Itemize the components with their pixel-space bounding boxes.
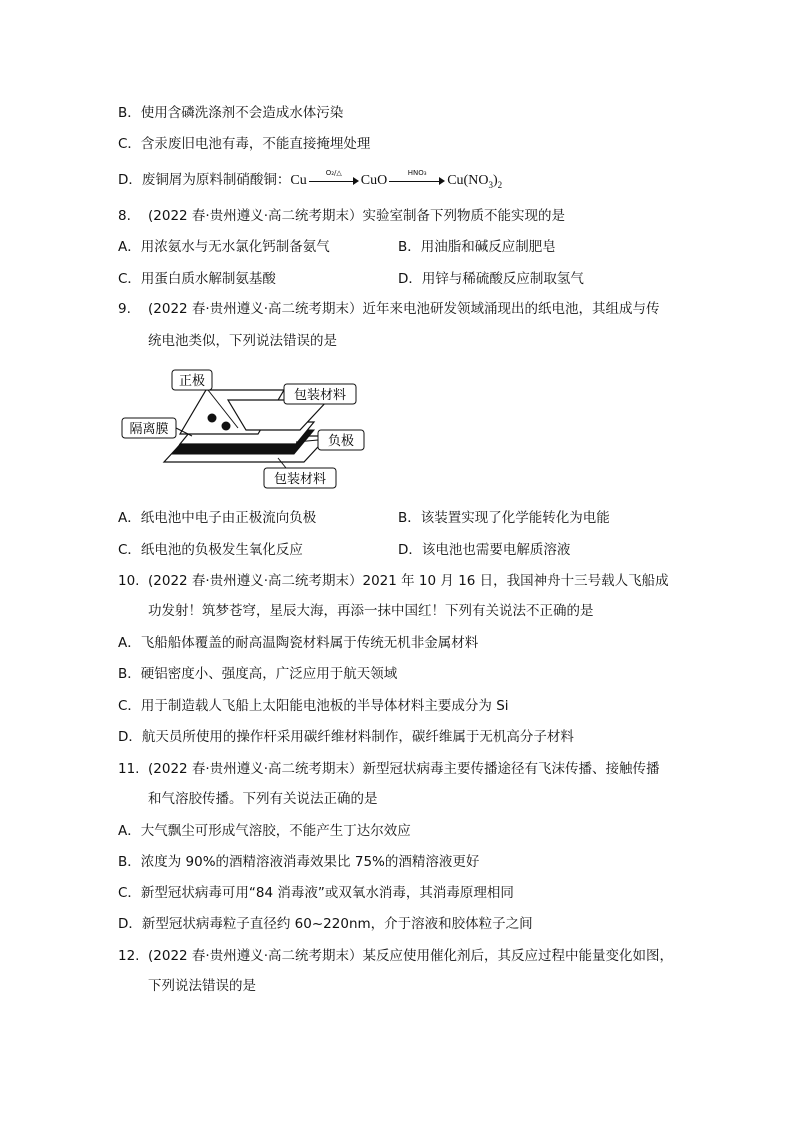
q12-stem-line2: 下列说法错误的是 bbox=[148, 978, 256, 994]
q11-option-c: C．新型冠状病毒可用“84 消毒液”或双氧水消毒，其消毒原理相同 bbox=[118, 885, 514, 901]
q9-option-c: C．纸电池的负极发生氧化反应 bbox=[118, 542, 303, 558]
q7-option-c: C．含汞废旧电池有毒，不能直接掩埋处理 bbox=[118, 136, 371, 152]
q12-stem-line1 bbox=[118, 947, 673, 965]
question-number: 12. bbox=[118, 948, 140, 964]
question-number: 10. bbox=[118, 573, 140, 589]
q11-option-a: A．大气飘尘可形成气溶胶，不能产生丁达尔效应 bbox=[118, 823, 411, 839]
q9-options-row2 bbox=[118, 541, 571, 559]
q8-stem bbox=[118, 207, 565, 225]
formula-sub-2: 2 bbox=[497, 179, 503, 190]
q7-option-d-text: D．废铜屑为原料制硝酸铜： bbox=[118, 172, 291, 188]
reaction-condition-1: O₂/△ bbox=[325, 169, 342, 177]
question-stem: (2022 春·贵州遵义·高二统考期末）新型冠状病毒主要传播途径有飞沫传播、接触传播 bbox=[148, 761, 660, 777]
label-negative: 负极 bbox=[327, 434, 355, 449]
q8-option-c: C．用蛋白质水解制氨基酸 bbox=[118, 271, 276, 287]
q11-stem-line2: 和气溶胶传播。下列有关说法正确的是 bbox=[148, 791, 378, 807]
question-number: 11. bbox=[118, 761, 140, 777]
q7-option-d bbox=[118, 171, 502, 194]
q10-option-a: A．飞船船体覆盖的耐高温陶瓷材料属于传统无机非金属材料 bbox=[118, 635, 479, 651]
q8-options-row2 bbox=[118, 270, 584, 288]
q11-option-d: D．新型冠状病毒粒子直径约 60~220nm，介于溶液和胶体粒子之间 bbox=[118, 916, 533, 932]
formula-cu-no3-2 bbox=[447, 173, 502, 188]
q10-stem-line2: 功发射！筑梦苍穹，星辰大海，再添一抹中国红！下列有关说法不正确的是 bbox=[148, 603, 594, 619]
q10-option-b: B．硬铝密度小、强度高，广泛应用于航天领域 bbox=[118, 666, 398, 682]
reaction-arrow-1 bbox=[309, 169, 359, 187]
question-stem: (2022 春·贵州遵义·高二统考期末）实验室制备下列物质不能实现的是 bbox=[148, 208, 565, 224]
q8-option-d: D．用锌与稀硫酸反应制取氢气 bbox=[398, 271, 584, 287]
q7-option-b: B．使用含磷洗涤剂不会造成水体污染 bbox=[118, 105, 344, 121]
question-number: 9. bbox=[118, 301, 131, 317]
q8-option-a: A．用浓氨水与无水氯化钙制备氨气 bbox=[118, 239, 330, 255]
question-stem: (2022 春·贵州遵义·高二统考期末）某反应使用催化剂后，其反应过程中能量变化如图， bbox=[148, 948, 673, 964]
label-packaging-bottom: 包装材料 bbox=[273, 472, 327, 487]
q9-options-row1 bbox=[118, 509, 610, 527]
q11-option-b: B．浓度为 90%的酒精溶液消毒效果比 75%的酒精溶液更好 bbox=[118, 854, 480, 870]
formula-close: ) bbox=[492, 173, 498, 188]
question-stem: (2022 春·贵州遵义·高二统考期末）近年来电池研发领域涌现出的纸电池，其组成与传 bbox=[148, 301, 660, 317]
electrode-dot bbox=[222, 422, 231, 431]
reaction-arrow-2 bbox=[389, 169, 445, 187]
q11-stem-line1 bbox=[118, 760, 660, 778]
label-packaging-top: 包装材料 bbox=[293, 388, 347, 403]
formula-sub-3: 3 bbox=[488, 179, 493, 190]
q10-option-d: D．航天员所使用的操作杆采用碳纤维材料制作，碳纤维属于无机高分子材料 bbox=[118, 729, 574, 745]
reaction-condition-2: HNO₃ bbox=[407, 169, 427, 177]
formula-cuo: CuO bbox=[360, 173, 388, 188]
electrode-dot bbox=[208, 414, 217, 423]
q9-option-a: A．纸电池中电子由正极流向负极 bbox=[118, 510, 317, 526]
question-stem: (2022 春·贵州遵义·高二统考期末）2021 年 10 月 16 日，我国神舟十三号载人飞船成 bbox=[148, 573, 669, 589]
q9-stem-line2: 统电池类似，下列说法错误的是 bbox=[148, 333, 337, 349]
formula-product-main: Cu(NO bbox=[447, 173, 489, 188]
q9-stem-line1 bbox=[118, 300, 660, 318]
q9-option-d: D．该电池也需要电解质溶液 bbox=[398, 542, 571, 558]
question-number: 8. bbox=[118, 208, 131, 224]
q10-option-c: C．用于制造载人飞船上太阳能电池板的半导体材料主要成分为 Si bbox=[118, 698, 509, 714]
q9-option-b: B．该装置实现了化学能转化为电能 bbox=[398, 510, 610, 526]
q10-stem-line1 bbox=[118, 572, 669, 590]
paper-battery-diagram bbox=[118, 364, 378, 494]
q8-options-row1 bbox=[118, 238, 556, 256]
q8-option-b: B．用油脂和碱反应制肥皂 bbox=[398, 239, 556, 255]
label-positive: 正极 bbox=[178, 374, 206, 389]
formula-cu: Cu bbox=[290, 173, 307, 188]
label-separator: 隔离膜 bbox=[129, 422, 169, 437]
